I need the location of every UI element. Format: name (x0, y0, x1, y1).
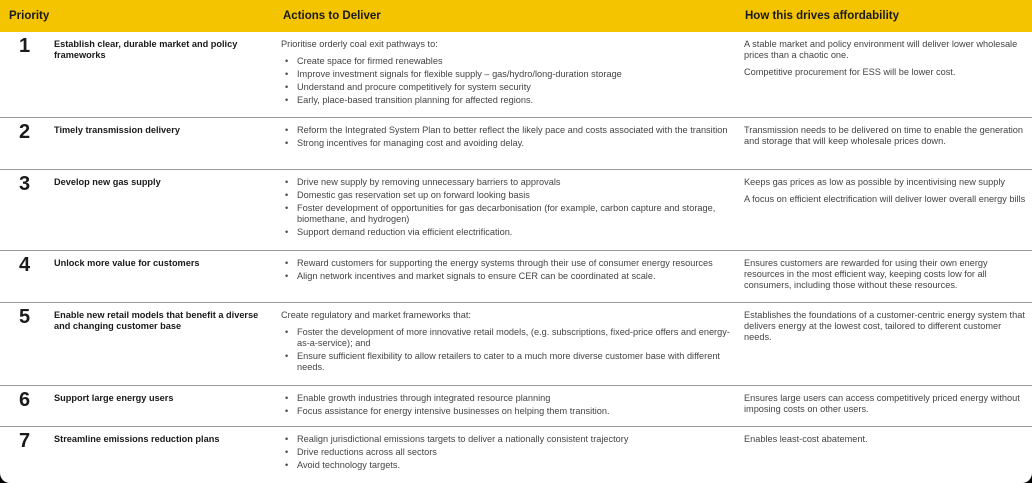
affordability-text: Enables least-cost abatement. (744, 434, 868, 444)
actions-list (281, 258, 730, 282)
priority-number: 5 (19, 306, 31, 328)
actions-list (281, 177, 730, 238)
list-item: • Strong incentives for managing cost and avoiding delay. (281, 138, 730, 149)
list-item: • Understand and procure competitively for system security (281, 82, 730, 93)
priority-title: Unlock more value for customers (54, 258, 200, 268)
affordability-text: Ensures large users can access competitively priced energy without imposing costs on other users. (744, 393, 1020, 414)
affordability-text: Transmission needs to be delivered on time to enable the generation and storage that will keep wholesale prices down. (744, 125, 1024, 146)
priority-title: Establish clear, durable market and policy frameworks (54, 39, 238, 60)
list-item: • Domestic gas reservation set up on forward looking basis (281, 190, 730, 201)
actions-cell (281, 251, 744, 302)
affordability-cell (744, 32, 1032, 117)
list-item: • Align network incentives and market signals to ensure CER can be coordinated at scale. (281, 271, 730, 282)
header-priority: Priority (9, 10, 50, 22)
list-item: • Enable growth industries through integrated resource planning (281, 393, 730, 404)
affordability-text: A stable market and policy environment will deliver lower wholesale prices than a chaotic one. (744, 39, 1018, 60)
actions-list (281, 393, 730, 417)
actions-cell (281, 303, 744, 385)
actions-cell (281, 427, 744, 483)
priority-number: 6 (19, 389, 31, 411)
list-item: • Drive reductions across all sectors (281, 447, 730, 458)
table-header (0, 0, 1032, 32)
actions-cell (281, 32, 744, 117)
list-item: • Early, place-based transition planning for affected regions. (281, 95, 730, 106)
affordability-text: Establishes the foundations of a customer-centric energy system that delivers energy at the lowest cost, tailored to different customer needs. (744, 310, 1025, 342)
header-affordability: How this drives affordability (745, 10, 899, 22)
header-actions: Actions to Deliver (283, 10, 381, 22)
actions-intro: Prioritise orderly coal exit pathways to: (281, 39, 438, 49)
list-item: • Ensure sufficient flexibility to allow retailers to cater to a much more diverse customer base with different needs. (281, 351, 730, 373)
list-item: • Reform the Integrated System Plan to better reflect the likely pace and costs associated with the transition (281, 125, 730, 136)
table-row (0, 118, 1032, 170)
list-item: • Improve investment signals for flexible supply – gas/hydro/long-duration storage (281, 69, 730, 80)
priority-title: Timely transmission delivery (54, 125, 180, 135)
table-row (0, 303, 1032, 386)
table-row (0, 32, 1032, 118)
affordability-cell (744, 118, 1032, 169)
list-item: • Realign jurisdictional emissions targets to deliver a nationally consistent trajectory (281, 434, 730, 445)
list-item: • Focus assistance for energy intensive businesses on helping them transition. (281, 406, 730, 417)
actions-cell (281, 170, 744, 250)
table-row (0, 251, 1032, 303)
actions-list (281, 327, 730, 373)
list-item: • Avoid technology targets. (281, 460, 730, 471)
actions-intro: Create regulatory and market frameworks that: (281, 310, 471, 320)
list-item: • Create space for firmed renewables (281, 56, 730, 67)
priority-number: 2 (19, 121, 31, 143)
affordability-cell (744, 303, 1032, 385)
actions-list (281, 56, 730, 106)
priority-number: 4 (19, 254, 31, 276)
priority-title: Support large energy users (54, 393, 174, 403)
affordability-text: Ensures customers are rewarded for using their own energy resources in the most efficient way, keeping costs low for all consumers, including those without these resources. (744, 258, 988, 290)
priority-number: 7 (19, 430, 31, 452)
list-item: • Support demand reduction via efficient electrification. (281, 227, 730, 238)
actions-cell (281, 118, 744, 169)
affordability-cell (744, 386, 1032, 426)
table-row (0, 427, 1032, 483)
table-body (0, 32, 1032, 483)
affordability-text: A focus on efficient electrification will deliver lower overall energy bills (744, 194, 1026, 204)
affordability-text: Keeps gas prices as low as possible by incentivising new supply (744, 177, 1005, 187)
actions-cell (281, 386, 744, 426)
affordability-text: Competitive procurement for ESS will be lower cost. (744, 67, 956, 77)
affordability-cell (744, 427, 1032, 483)
priority-number: 1 (19, 35, 31, 57)
list-item: • Foster the development of more innovative retail models, (e.g. subscriptions, fixed-price offers and energy-as-a-service); and (281, 327, 730, 349)
actions-list (281, 125, 730, 149)
actions-list (281, 434, 730, 471)
affordability-cell (744, 251, 1032, 302)
priority-title: Streamline emissions reduction plans (54, 434, 220, 444)
table-row (0, 386, 1032, 427)
list-item: • Foster development of opportunities for gas decarbonisation (for example, carbon capture and storage, biomethane, and hydrogen) (281, 203, 730, 225)
list-item: • Drive new supply by removing unnecessary barriers to approvals (281, 177, 730, 188)
priority-number: 3 (19, 173, 31, 195)
priority-title: Develop new gas supply (54, 177, 161, 187)
list-item: • Reward customers for supporting the energy systems through their use of consumer energy resources (281, 258, 730, 269)
affordability-cell (744, 170, 1032, 250)
priority-title: Enable new retail models that benefit a diverse and changing customer base (54, 310, 259, 331)
table-row (0, 170, 1032, 251)
